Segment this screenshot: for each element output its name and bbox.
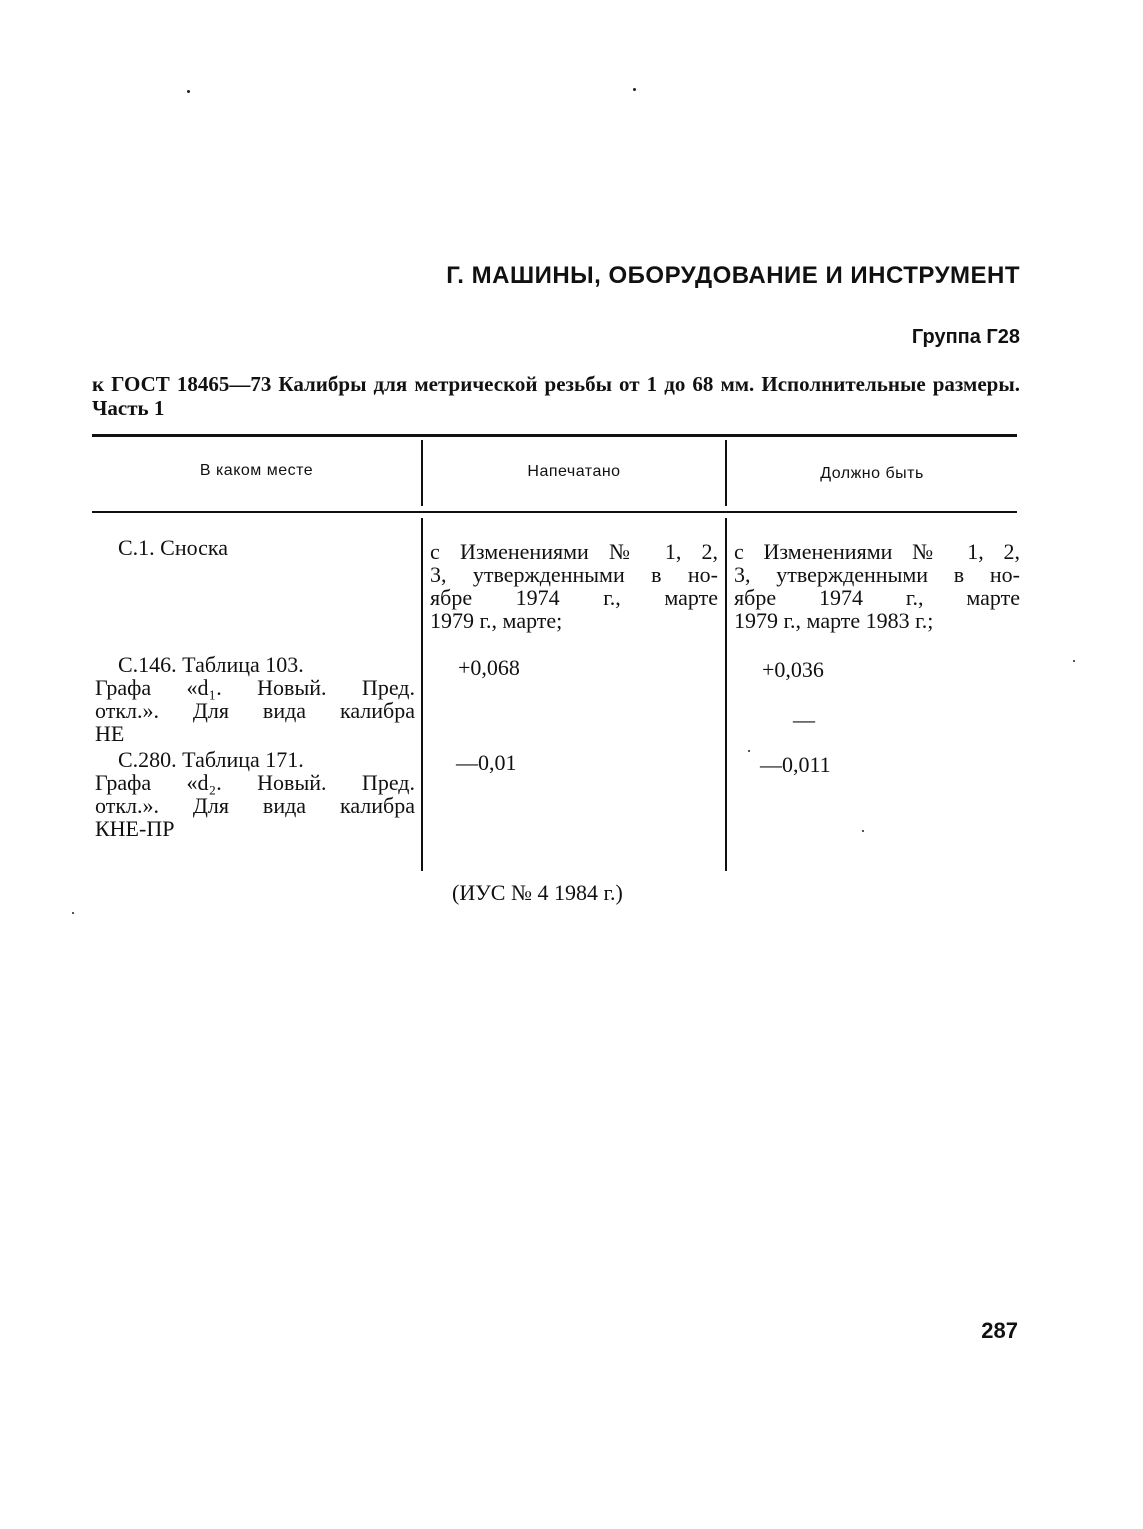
- cell-line: откл.». Для вида калибра: [95, 698, 415, 723]
- cell-line: С.280. Таблица 171.: [118, 747, 304, 772]
- scan-speck: [72, 912, 74, 914]
- column-divider: [421, 518, 423, 871]
- table-cell-where: [118, 536, 418, 559]
- cell-line: ябре 1974 г., марте: [734, 585, 1020, 610]
- table-cell-printed: [456, 751, 656, 774]
- column-header-where: В каком месте: [199, 462, 314, 479]
- cell-line: —0,01: [456, 750, 517, 775]
- column-divider: [725, 518, 727, 871]
- cell-line: с Изменениями № 1, 2,: [430, 539, 718, 564]
- table-cell-where: [95, 748, 415, 840]
- table-cell-should-be: [762, 658, 962, 681]
- cell-line: С.1. Сноска: [118, 535, 229, 560]
- cell-line: НЕ: [95, 721, 125, 746]
- table-cell-printed: [430, 540, 718, 632]
- table-top-rule: [92, 434, 1017, 437]
- table-cell-where: [95, 653, 415, 745]
- table-cell-should-be: [760, 753, 960, 776]
- group-label: Группа Г28: [911, 326, 1020, 348]
- cell-line: 3, утвержденными в но-: [734, 562, 1020, 587]
- cell-line: 3, утвержденными в но-: [430, 562, 718, 587]
- cell-line: Графа «d₁. Новый. Пред.: [95, 675, 415, 700]
- table-cell-printed: [458, 656, 658, 679]
- section-title: Г. МАШИНЫ, ОБОРУДОВАНИЕ И ИНСТРУМЕНТ: [446, 262, 1020, 289]
- scan-speck: [187, 90, 190, 93]
- cell-line: Графа «d₂. Новый. Пред.: [95, 770, 415, 795]
- column-header-printed: Напечатано: [527, 463, 621, 480]
- table-header-rule: [92, 511, 1017, 513]
- column-header-should-be: Должно быть: [820, 465, 924, 482]
- source-note: (ИУС № 4 1984 г.): [452, 880, 623, 905]
- cell-line: с Изменениями № 1, 2,: [734, 539, 1020, 564]
- cell-line: +0,036: [762, 657, 824, 682]
- table-cell-dash: —: [793, 707, 815, 732]
- scan-speck: [633, 88, 636, 91]
- cell-line: 1979 г., марте;: [430, 608, 563, 633]
- cell-line: —0,011: [760, 752, 831, 777]
- scan-speck: [748, 750, 750, 752]
- cell-line: 1979 г., марте 1983 г.;: [734, 608, 934, 633]
- cell-line: КНЕ-ПР: [95, 816, 175, 841]
- cell-line: откл.». Для вида калибра: [95, 793, 415, 818]
- page-number: 287: [981, 1318, 1018, 1343]
- cell-line: +0,068: [458, 655, 520, 680]
- document-heading: к ГОСТ 18465—73 Калибры для метрической резьбы от 1 до 68 мм. Исполнительные размеры. Часть 1: [92, 372, 1020, 420]
- cell-line: С.146. Таблица 103.: [118, 652, 304, 677]
- cell-line: ябре 1974 г., марте: [430, 585, 718, 610]
- table-cell-should-be: [734, 540, 1020, 632]
- scan-speck: [1073, 660, 1075, 662]
- scan-speck: [862, 830, 864, 832]
